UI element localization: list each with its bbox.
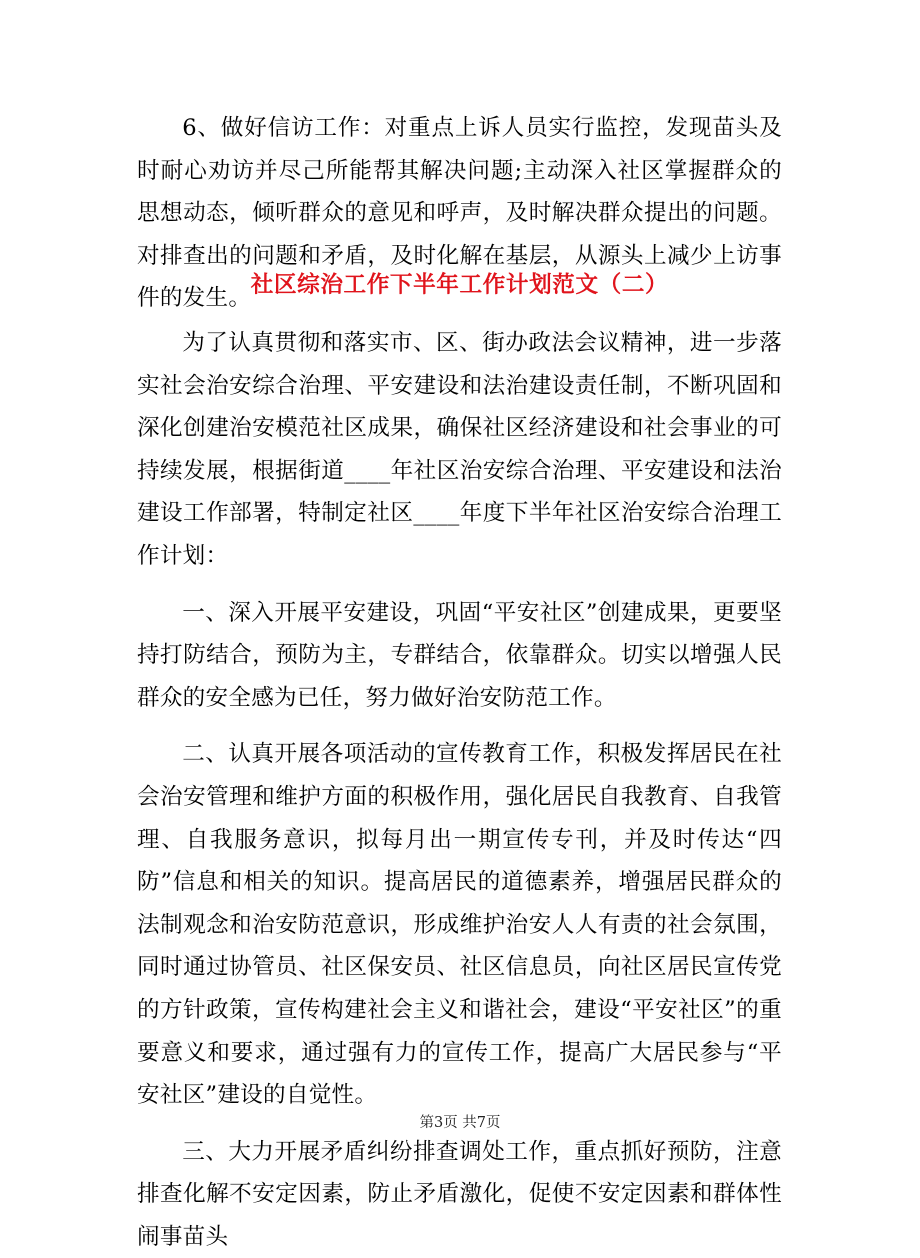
page-number-footer: 第3页 共7页: [419, 1115, 501, 1131]
paragraph-intro: 为了认真贯彻和落实市、区、街办政法会议精神，进一步落实社会治安综合治理、平安建设和法治建设责任制，不断巩固和深化创建治安模范社区成果，确保社区经济建设和社会事业的可持续发展，根据街道____年社区治安综合治理、平安建设和法治建设工作部署，特制定社区____年度下半年社区治安综合治理工作计划：: [137, 330, 782, 569]
section-heading: 社区综治工作下半年工作计划范文（二）: [250, 272, 669, 298]
paragraph-section-1: 一、深入开展平安建设，巩固“平安社区”创建成果，更要坚持打防结合，预防为主，专群结合，依靠群众。切实以增强人民群众的安全感为已任，努力做好治安防范工作。: [137, 599, 782, 711]
paragraph-item-6: 6、做好信访工作：对重点上诉人员实行监控，发现苗头及时耐心劝访并尽己所能帮其解决问题;主动深入社区掌握群众的思想动态，倾听群众的意见和呼声，及时解决群众提出的问题。对排查出的问题和矛盾，及时化解在基层，从源头上减少上访事件的发生。: [137, 115, 782, 312]
paragraph-section-2: 二、认真开展各项活动的宣传教育工作，积极发挥居民在社会治安管理和维护方面的积极作用，强化居民自我教育、自我管理、自我服务意识，拟每月出一期宣传专刊，并及时传达“四防”信息和相关的知识。提高居民的道德素养，增强居民群众的法制观念和治安防范意识，形成维护治安人人有责的社会氛围，同时通过协管员、社区保安员、社区信息员，向社区居民宣传党的方针政策，宣传构建社会主义和谐社会，建设“平安社区”的重要意义和要求，通过强有力的宣传工作，提高广大居民参与“平安社区”建设的自觉性。: [137, 741, 782, 1109]
paragraph-section-3: 三、大力开展矛盾纠纷排查调处工作，重点抓好预防，注意排查化解不安定因素，防止矛盾激化，促使不安定因素和群体性闹事苗头: [137, 1138, 782, 1250]
